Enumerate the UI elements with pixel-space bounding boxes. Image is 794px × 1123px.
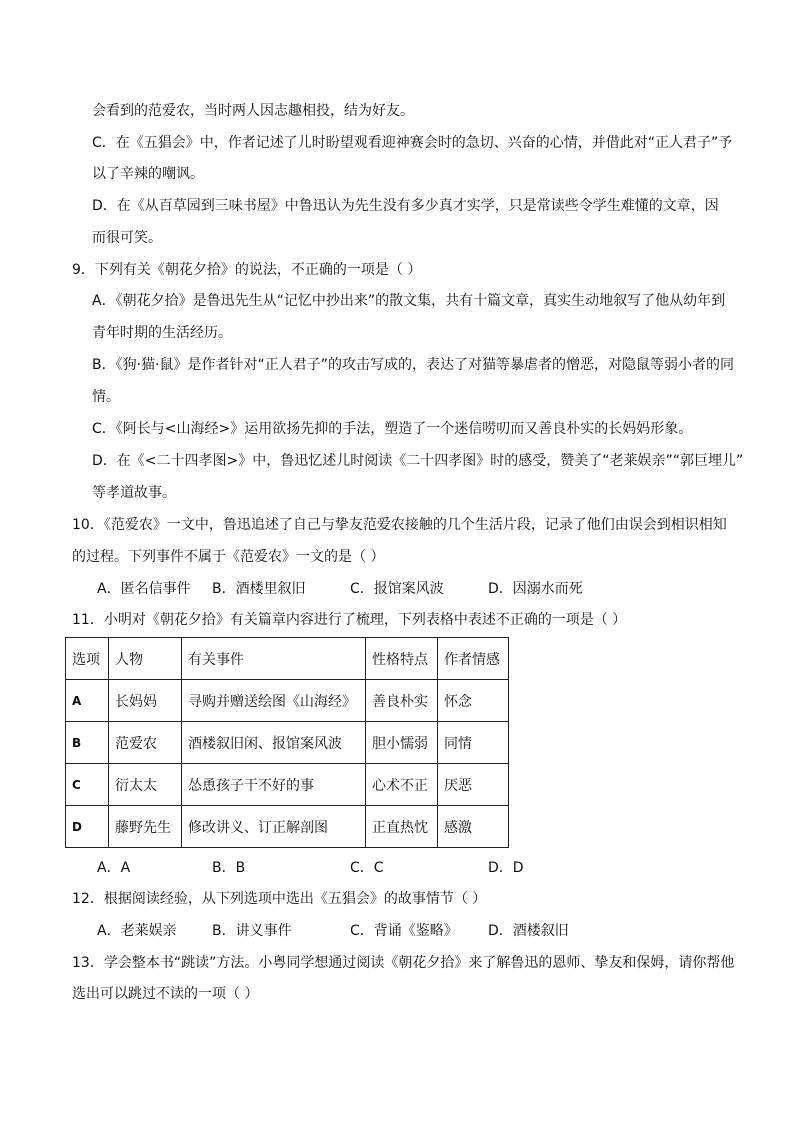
q12-option-a[interactable]: A．老莱娱亲	[97, 923, 177, 939]
q9-option-b-line2: 情。	[92, 389, 120, 405]
q12-stem: 12．根据阅读经验，从下列选项中选出《五猖会》的故事情节（ ）	[72, 891, 487, 907]
q10-option-b[interactable]: B．酒楼里叙旧	[212, 581, 306, 597]
q9-option-b-line1: B．《狗·猫·鼠》是作者针对“正人君子”的攻击写成的，表达了对猫等暴虐者的憎恶，对隐鼠等弱小者的同	[92, 357, 735, 373]
table-cell: 长妈妈	[109, 680, 182, 722]
table-row	[66, 806, 509, 848]
table-row	[66, 680, 509, 722]
table-cell: B	[66, 722, 109, 764]
q10-stem-line1: 10．《范爱农》一文中，鲁迅追述了自己与挚友范爱农接触的几个生活片段，记录了他们由误会到相识相知	[72, 517, 727, 533]
table-cell: 胆小懦弱	[366, 722, 438, 764]
q11-option-b[interactable]: B．B	[212, 860, 246, 876]
table-cell: 藤野先生	[109, 806, 182, 848]
q9-option-a-line2: 青年时期的生活经历。	[92, 325, 232, 341]
q11-stem: 11．小明对《朝花夕拾》有关篇章内容进行了梳理，下列表格中表述不正确的一项是（ ）	[72, 612, 627, 628]
q11-option-d[interactable]: D．D	[488, 860, 524, 876]
table-cell: 怀念	[438, 680, 509, 722]
table-cell: 同情	[438, 722, 509, 764]
table-cell: A	[66, 680, 109, 722]
q11-option-a[interactable]: A．A	[97, 860, 131, 876]
q9-option-d-line2: 等孝道故事。	[92, 485, 176, 501]
table-cell: C	[66, 764, 109, 806]
q10-stem-line2: 的过程。下列事件不属于《范爱农》一文的是（ ）	[72, 549, 385, 565]
table-cell: 范爱农	[109, 722, 182, 764]
table-header-cell: 作者情感	[438, 638, 509, 680]
q8-option-d-line2: 而很可笑。	[92, 230, 162, 246]
table-cell: 寻购并赠送绘图《山海经》	[182, 680, 366, 722]
q10-option-c[interactable]: C．报馆案风波	[350, 581, 444, 597]
table-cell: D	[66, 806, 109, 848]
table-header-cell: 选项	[66, 638, 109, 680]
table-row	[66, 722, 509, 764]
q11-table	[65, 637, 509, 848]
table-cell: 衍太太	[109, 764, 182, 806]
table-row	[66, 764, 509, 806]
q13-stem-line2: 选出可以跳过不读的一项（ ）	[72, 986, 259, 1002]
table-cell: 善良朴实	[366, 680, 438, 722]
q8-option-c-line1: C．在《五猖会》中，作者记述了儿时盼望观看迎神赛会时的急切、兴奋的心情，并借此对“正人君子”予	[92, 135, 733, 151]
q9-stem: 9．下列有关《朝花夕拾》的说法，不正确的一项是（ ）	[72, 262, 422, 278]
table-cell: 心术不正	[366, 764, 438, 806]
table-header-cell: 人物	[109, 638, 182, 680]
q12-option-b[interactable]: B．讲义事件	[212, 923, 292, 939]
table-header-cell: 性格特点	[366, 638, 438, 680]
table-header-cell: 有关事件	[182, 638, 366, 680]
q9-option-d-line1: D．在《<二十四孝图>》中，鲁迅忆述儿时阅读《二十四孝图》时的感受，赞美了“老莱娱亲”“郭巨埋儿”	[92, 453, 744, 469]
q8-option-d-line1: D．在《从百草园到三味书屋》中鲁迅认为先生没有多少真才实学，只是常读些令学生难懂的文章，因	[92, 198, 719, 214]
q12-option-d[interactable]: D．酒楼叙旧	[488, 923, 569, 939]
table-cell: 酒楼叙旧闲、报馆案风波	[182, 722, 366, 764]
table-cell: 正直热忱	[366, 806, 438, 848]
q13-stem-line1: 13．学会整本书“跳读”方法。小粤同学想通过阅读《朝花夕拾》来了解鲁迅的恩师、挚友和保姆，请你帮他	[72, 955, 735, 971]
table-cell: 厌恶	[438, 764, 509, 806]
q11-option-c[interactable]: C．C	[350, 860, 384, 876]
q8-option-c-line2: 以了辛辣的嘲讽。	[92, 166, 204, 182]
q12-option-c[interactable]: C．背诵《鉴略》	[350, 923, 458, 939]
q9-option-c-line1: C．《阿长与<山海经>》运用欲扬先抑的手法，塑造了一个迷信唠叨而又善良朴实的长妈妈形象。	[92, 421, 693, 437]
table-cell: 怂恿孩子干不好的事	[182, 764, 366, 806]
q8-option-b-continuation: 会看到的范爱农，当时两人因志趣相投，结为好友。	[92, 103, 414, 119]
table-cell: 修改讲义、订正解剖图	[182, 806, 366, 848]
table-header-row	[66, 638, 509, 680]
q10-option-a[interactable]: A．匿名信事件	[97, 581, 191, 597]
q10-option-d[interactable]: D．因溺水而死	[488, 581, 583, 597]
q9-option-a-line1: A．《朝花夕拾》是鲁迅先生从“记忆中抄出来”的散文集，共有十篇文章，真实生动地叙写了他从幼年到	[92, 293, 726, 309]
table-cell: 感激	[438, 806, 509, 848]
